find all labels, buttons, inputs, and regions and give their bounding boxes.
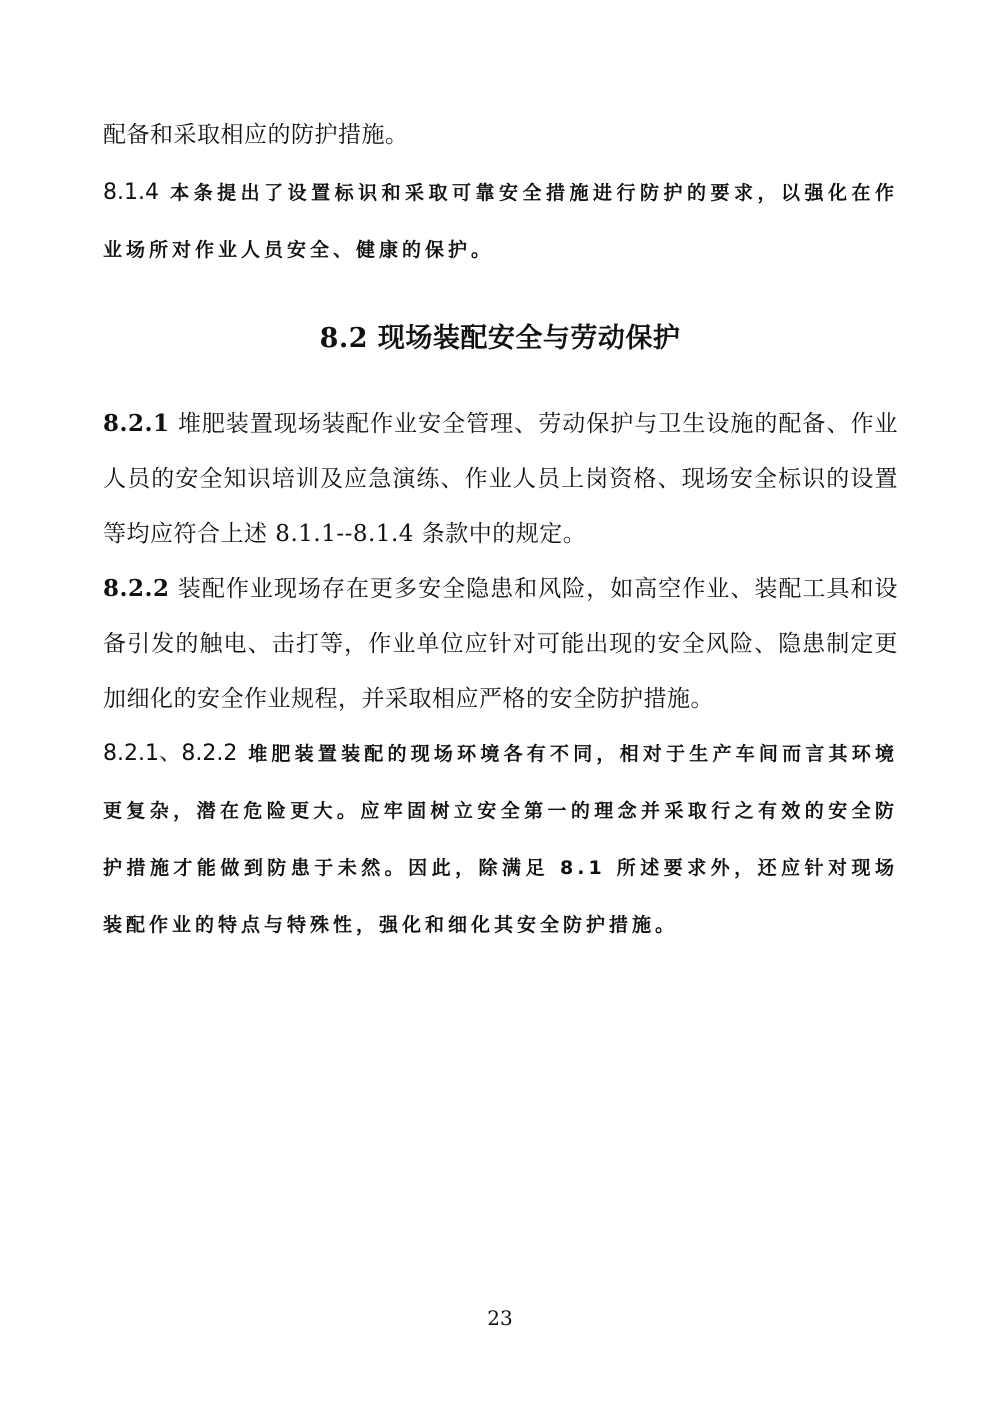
commentary-8-2-1-8-2-2 bbox=[103, 725, 898, 954]
section-heading: 8.2 现场装配安全与劳动保护 bbox=[319, 323, 681, 354]
commentary-number: 8.2.1、8.2.2 bbox=[103, 741, 238, 766]
commentary-8-1-4 bbox=[103, 164, 898, 279]
commentary-text: 本条提出了设置标识和采取可靠安全措施进行防护的要求，以强化在作业场所对作业人员安全、健康的保护。 bbox=[103, 182, 898, 261]
continuation-paragraph bbox=[103, 108, 898, 163]
clause-text: 装配作业现场存在更多安全隐患和风险，如高空作业、装配工具和设备引发的触电、击打等，作业单位应针对可能出现的安全风险、隐患制定更加细化的安全作业规程，并采取相应严格的安全防护措施。 bbox=[103, 576, 898, 712]
commentary-number: 8.1.4 bbox=[103, 180, 159, 205]
clause-text: 堆肥装置现场装配作业安全管理、劳动保护与卫生设施的配备、作业人员的安全知识培训及应急演练、作业人员上岗资格、现场安全标识的设置等均应符合上述 8.1.1--8.1.4 条款中的规定。 bbox=[103, 411, 898, 547]
clause-number: 8.2.1 bbox=[103, 410, 170, 437]
clause-8-2-2 bbox=[103, 561, 898, 727]
continuation-text: 配备和采取相应的防护措施。 bbox=[103, 122, 409, 148]
clause-8-2-1 bbox=[103, 396, 898, 562]
page-number: 23 bbox=[487, 1306, 513, 1330]
commentary-text: 堆肥装置装配的现场环境各有不同，相对于生产车间而言其环境更复杂，潜在危险更大。应牢固树立安全第一的理念并采取行之有效的安全防护措施才能做到防患于未然。因此，除满足 8.1 所述要求外，还应针对现场装配作业的特点与特殊性，强化和细化其安全防护措施。 bbox=[103, 743, 898, 936]
clause-number: 8.2.2 bbox=[103, 575, 170, 602]
